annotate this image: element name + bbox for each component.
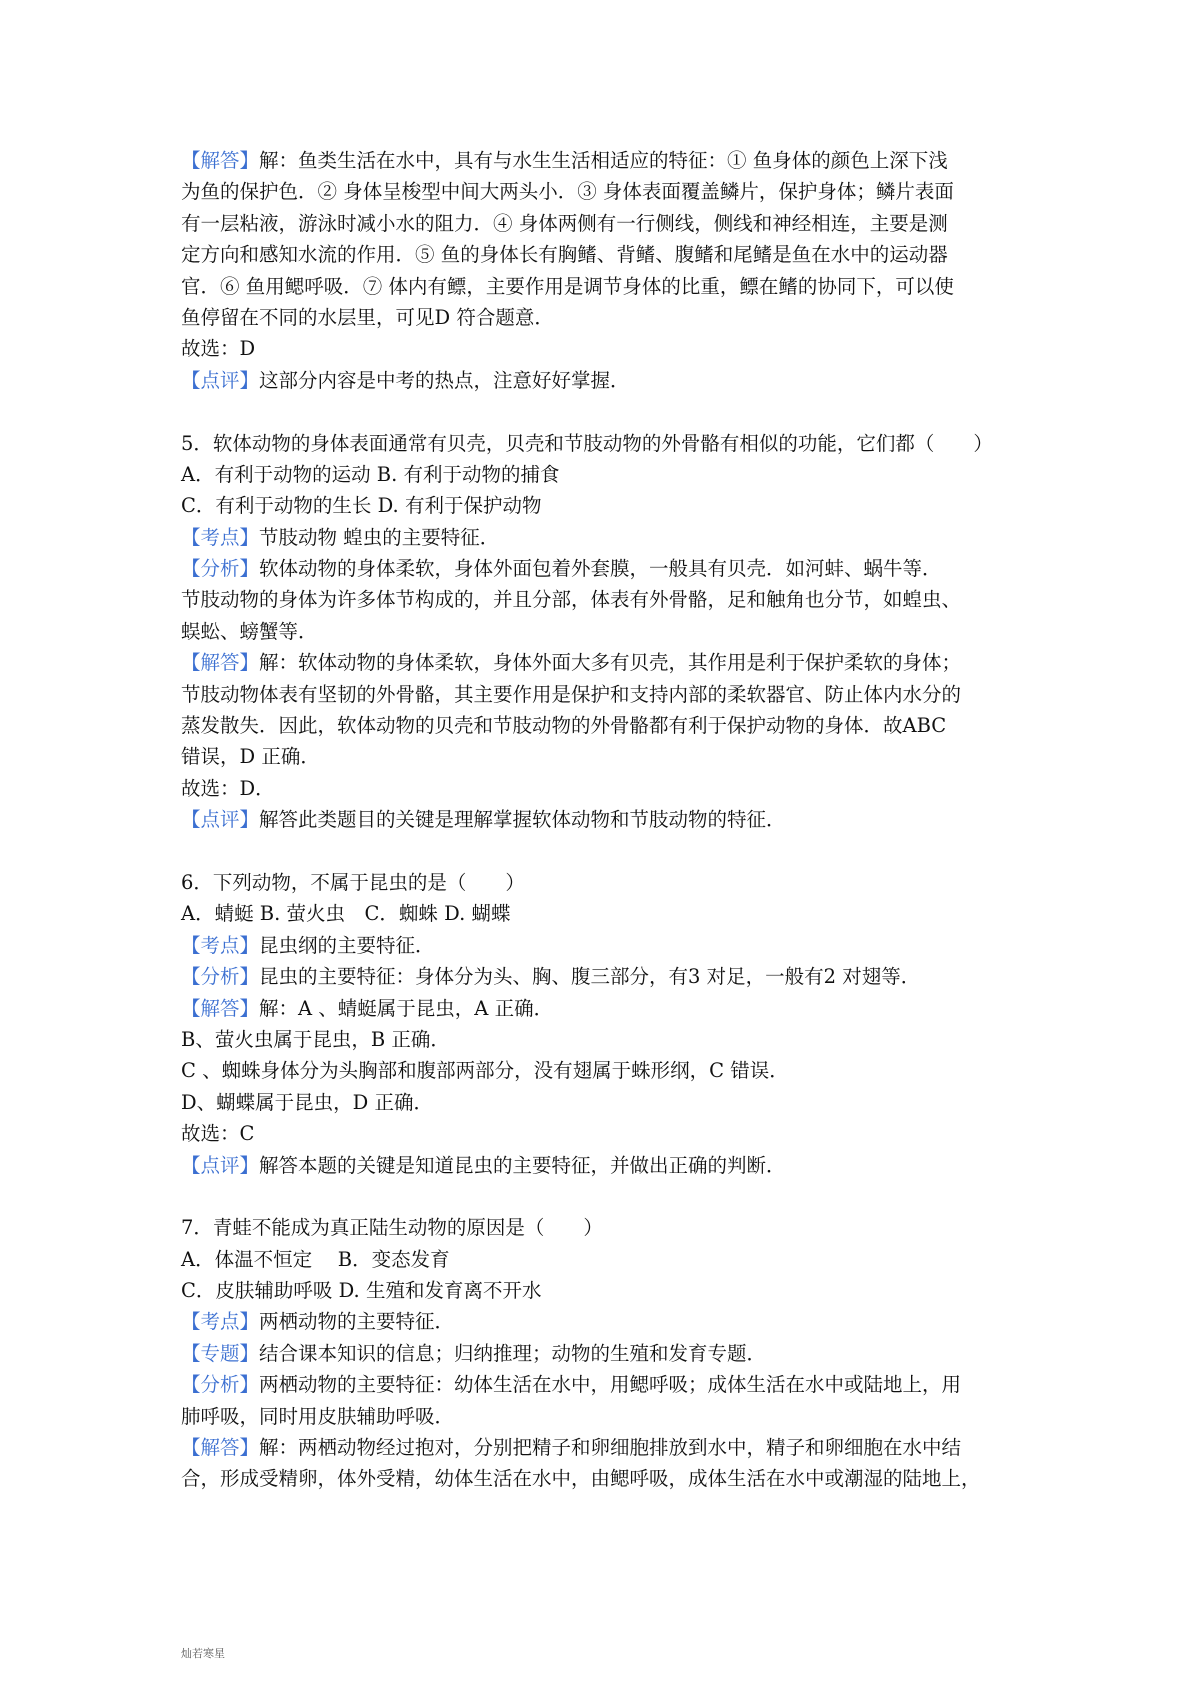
- text-line: [181, 773, 1019, 804]
- section-tag: 【专题】: [181, 1341, 260, 1365]
- section-tag: 【考点】: [181, 933, 260, 957]
- paragraph-gap: [181, 1181, 1019, 1212]
- document-body: [181, 145, 1019, 1495]
- line-text: A．体温不恒定 B．变态发育: [181, 1247, 450, 1271]
- line-text: 节肢动物体表有坚韧的外骨骼，其主要作用是保护和支持内部的柔软器官、防止体内水分的: [181, 682, 962, 706]
- text-line: [181, 333, 1019, 364]
- section-tag: 【解答】: [181, 149, 260, 172]
- line-text: C．皮肤辅助呼吸 D. 生殖和发育离不开水: [181, 1279, 542, 1303]
- paragraph-gap: [181, 396, 1019, 427]
- line-text: 为鱼的保护色．② 身体呈梭型中间大两头小．③ 身体表面覆盖鳞片，保护身体；鳞片表面: [181, 180, 954, 204]
- line-text: 解答此类题目的关键是理解掌握软体动物和节肢动物的特征．: [259, 808, 786, 832]
- paragraph-gap: [181, 836, 1019, 867]
- line-text: 软体动物的身体柔软，身体外面包着外套膜，一般具有贝壳．如河蚌、蜗牛等．: [259, 557, 942, 581]
- line-text: 两栖动物的主要特征：幼体生活在水中，用鳃呼吸；成体生活在水中或陆地上，用: [259, 1373, 962, 1397]
- line-text: 合，形成受精卵，体外受精，幼体生活在水中，由鳃呼吸，成体生活在水中或潮湿的陆地上，: [181, 1467, 981, 1491]
- line-text: 6．下列动物，不属于昆虫的是（ ）: [181, 870, 525, 894]
- section-tag: 【考点】: [181, 525, 260, 549]
- line-text: 这部分内容是中考的热点，注意好好掌握．: [259, 368, 630, 392]
- line-text: A．蜻蜓 B. 萤火虫 C．蜘蛛 D. 蝴蝶: [181, 902, 511, 926]
- text-line: [181, 365, 1019, 396]
- text-line: [181, 679, 1019, 710]
- line-text: 两栖动物的主要特征．: [259, 1310, 455, 1334]
- text-line: [181, 1463, 1019, 1494]
- text-line: [181, 584, 1019, 615]
- text-line: [181, 1087, 1019, 1118]
- line-text: B、萤火虫属于昆虫，B 正确．: [181, 1027, 450, 1051]
- line-text: 解：两栖动物经过抱对，分别把精子和卵细胞排放到水中，精子和卵细胞在水中结: [259, 1436, 962, 1460]
- text-line: [181, 1024, 1019, 1055]
- section-tag: 【点评】: [181, 808, 260, 832]
- line-text: 故选：D．: [181, 776, 275, 800]
- text-line: [181, 239, 1019, 270]
- line-text: 故选：D: [181, 337, 256, 361]
- line-text: 解：软体动物的身体柔软，身体外面大多有贝壳，其作用是利于保护柔软的身体；: [259, 651, 962, 675]
- line-text: C．有利于动物的生长 D. 有利于保护动物: [181, 494, 542, 518]
- section-tag: 【点评】: [181, 1153, 260, 1177]
- line-text: 节肢动物的身体为许多体节构成的，并且分部，体表有外骨骼，足和触角也分节，如蝗虫、: [181, 588, 962, 612]
- line-text: 故选：C: [181, 1122, 255, 1146]
- section-tag: 【分析】: [181, 1373, 260, 1397]
- text-line: [181, 522, 1019, 553]
- line-text: 蜈蚣、螃蟹等．: [181, 619, 318, 643]
- line-text: 有一层粘液，游泳时减小水的阻力．④ 身体两侧有一行侧线，侧线和神经相连，主要是测: [181, 211, 948, 235]
- text-line: [181, 271, 1019, 302]
- text-line: [181, 1150, 1019, 1181]
- line-text: 错误，D 正确．: [181, 745, 320, 769]
- text-line: [181, 993, 1019, 1024]
- text-line: [181, 490, 1019, 521]
- line-text: 肺呼吸，同时用皮肤辅助呼吸．: [181, 1404, 455, 1428]
- text-line: [181, 553, 1019, 584]
- section-tag: 【考点】: [181, 1310, 260, 1334]
- line-text: 5．软体动物的身体表面通常有贝壳，贝壳和节肢动物的外骨骼有相似的功能，它们都（ ）: [181, 431, 993, 455]
- line-text: 官．⑥ 鱼用鳃呼吸．⑦ 体内有鳔，主要作用是调节身体的比重，鳔在鳍的协同下，可以使: [181, 274, 954, 298]
- text-line: [181, 961, 1019, 992]
- text-line: [181, 1118, 1019, 1149]
- text-line: [181, 741, 1019, 772]
- text-line: [181, 1306, 1019, 1337]
- text-line: [181, 1244, 1019, 1275]
- text-line: [181, 208, 1019, 239]
- text-line: [181, 302, 1019, 333]
- section-tag: 【点评】: [181, 368, 260, 392]
- line-text: 解答本题的关键是知道昆虫的主要特征，并做出正确的判断．: [259, 1153, 786, 1177]
- text-line: [181, 1338, 1019, 1369]
- line-text: 7．青蛙不能成为真正陆生动物的原因是（ ）: [181, 1216, 603, 1240]
- text-line: [181, 867, 1019, 898]
- text-line: [181, 647, 1019, 678]
- line-text: 昆虫的主要特征：身体分为头、胸、腹三部分，有3 对足，一般有2 对翅等．: [259, 965, 921, 989]
- text-line: [181, 1369, 1019, 1400]
- section-tag: 【解答】: [181, 1436, 260, 1460]
- text-line: [181, 1432, 1019, 1463]
- text-line: [181, 428, 1019, 459]
- text-line: [181, 1212, 1019, 1243]
- text-line: [181, 930, 1019, 961]
- line-text: 鱼停留在不同的水层里，可见D 符合题意．: [181, 305, 554, 329]
- line-text: D、蝴蝶属于昆虫，D 正确．: [181, 1090, 433, 1114]
- text-line: [181, 710, 1019, 741]
- line-text: A．有利于动物的运动 B. 有利于动物的捕食: [181, 462, 560, 486]
- section-tag: 【解答】: [181, 996, 260, 1020]
- line-text: 解：鱼类生活在水中，具有与水生生活相适应的特征：① 鱼身体的颜色上深下浅: [259, 149, 948, 172]
- line-text: 蒸发散失．因此，软体动物的贝壳和节肢动物的外骨骼都有利于保护动物的身体．故ABC: [181, 714, 947, 738]
- line-text: 节肢动物 蝗虫的主要特征．: [259, 525, 500, 549]
- line-text: 昆虫纲的主要特征．: [259, 933, 435, 957]
- line-text: C 、蜘蛛身体分为头胸部和腹部两部分，没有翅属于蛛形纲，C 错误．: [181, 1059, 789, 1083]
- text-line: [181, 898, 1019, 929]
- text-line: [181, 176, 1019, 207]
- line-text: 解：A 、蜻蜓属于昆虫，A 正确．: [259, 996, 554, 1020]
- section-tag: 【分析】: [181, 557, 260, 581]
- text-line: [181, 145, 1019, 176]
- line-text: 结合课本知识的信息；归纳推理；动物的生殖和发育专题．: [259, 1341, 767, 1365]
- text-line: [181, 616, 1019, 647]
- text-line: [181, 1055, 1019, 1086]
- line-text: 定方向和感知水流的作用．⑤ 鱼的身体长有胸鳍、背鳍、腹鳍和尾鳍是鱼在水中的运动器: [181, 243, 948, 267]
- section-tag: 【分析】: [181, 965, 260, 989]
- page-footer: 灿若寒星: [181, 1647, 225, 1660]
- text-line: [181, 804, 1019, 835]
- section-tag: 【解答】: [181, 651, 260, 675]
- text-line: [181, 459, 1019, 490]
- text-line: [181, 1401, 1019, 1432]
- text-line: [181, 1275, 1019, 1306]
